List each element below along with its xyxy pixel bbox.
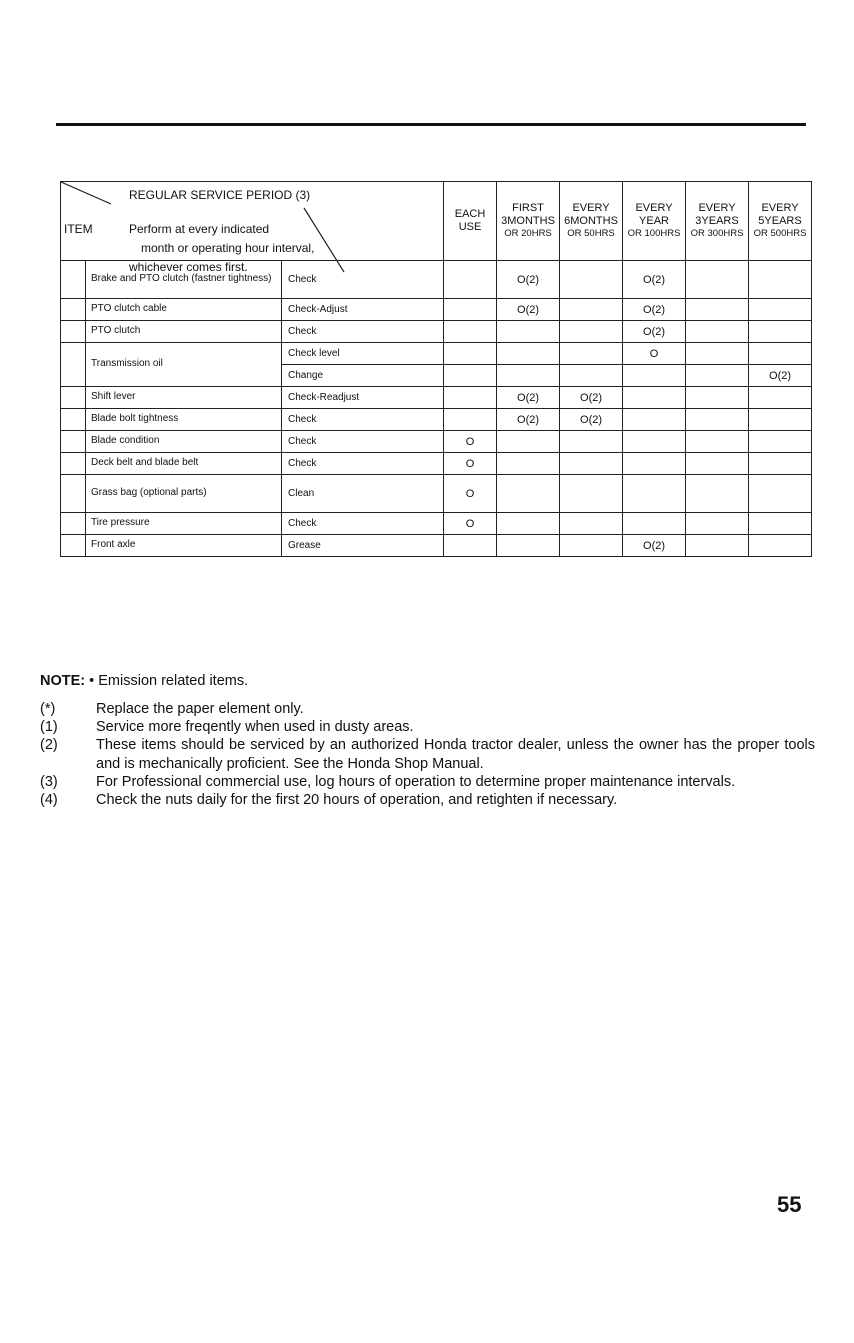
item-cell: Transmission oil	[86, 343, 282, 387]
mark-cell: O(2)	[623, 535, 686, 557]
blank-cell	[61, 535, 86, 557]
blank-cell	[61, 299, 86, 321]
mark-cell: O(2)	[497, 299, 560, 321]
action-cell: Change	[282, 365, 444, 387]
action-cell: Check	[282, 453, 444, 475]
item-cell: Shift lever	[86, 387, 282, 409]
mark-cell	[686, 387, 749, 409]
mark-cell	[686, 535, 749, 557]
mark-cell	[749, 299, 812, 321]
note-heading	[40, 672, 815, 690]
note-item	[40, 736, 815, 772]
item-cell: Deck belt and blade belt	[86, 453, 282, 475]
note-text: Service more freqently when used in dusty areas.	[96, 719, 414, 736]
note-heading-text: • Emission related items.	[89, 673, 249, 689]
mark-cell	[749, 261, 812, 299]
note-text: These items should be serviced by an authorized Honda tractor dealer, unless the owner has the proper tools and is mechanically proficient. See the Honda Shop Manual.	[96, 737, 815, 772]
item-cell: Tire pressure	[86, 513, 282, 535]
action-cell: Check	[282, 513, 444, 535]
mark-cell	[444, 365, 497, 387]
mark-cell	[686, 321, 749, 343]
blank-cell	[61, 513, 86, 535]
item-cell: Brake and PTO clutch (fastner tightness)	[86, 261, 282, 299]
table-row	[61, 409, 812, 431]
period-header: EACH USE	[444, 182, 497, 261]
blank-cell	[61, 431, 86, 453]
table-row	[61, 475, 812, 513]
service-period-label: REGULAR SERVICE PERIOD (3)	[129, 188, 311, 202]
blank-cell	[61, 321, 86, 343]
mark-cell: O(2)	[623, 261, 686, 299]
mark-cell: O(2)	[560, 409, 623, 431]
mark-cell	[686, 475, 749, 513]
note-label: NOTE:	[40, 673, 86, 689]
mark-cell	[444, 535, 497, 557]
mark-cell	[623, 365, 686, 387]
mark-cell: O(2)	[497, 409, 560, 431]
whichever-text: whichever comes first.	[129, 260, 248, 274]
mark-cell	[686, 431, 749, 453]
item-cell: Blade bolt tightness	[86, 409, 282, 431]
period-header: EVERY 5YEARS OR 500HRS	[749, 182, 812, 261]
mark-cell	[686, 343, 749, 365]
mark-cell	[749, 321, 812, 343]
mark-cell	[749, 453, 812, 475]
mark-cell	[749, 535, 812, 557]
table-row	[61, 387, 812, 409]
mark-cell: O(2)	[749, 365, 812, 387]
period-header: FIRST 3MONTHS OR 20HRS	[497, 182, 560, 261]
mark-cell	[623, 387, 686, 409]
blank-cell	[61, 343, 86, 387]
note-item	[40, 791, 815, 809]
mark-cell	[749, 513, 812, 535]
mark-cell	[560, 513, 623, 535]
note-item	[40, 773, 815, 791]
mark-cell	[497, 475, 560, 513]
action-cell: Check	[282, 321, 444, 343]
mark-cell	[686, 299, 749, 321]
mark-cell	[686, 513, 749, 535]
note-text: Check the nuts daily for the first 20 hours of operation, and retighten if necessary.	[96, 791, 618, 808]
maintenance-schedule-table	[60, 181, 812, 557]
table-row	[61, 431, 812, 453]
mark-cell: O(2)	[623, 299, 686, 321]
mark-cell	[623, 409, 686, 431]
mark-cell	[749, 431, 812, 453]
item-label: ITEM	[64, 222, 93, 236]
mark-cell	[444, 409, 497, 431]
note-item	[40, 700, 815, 718]
mark-cell: O	[444, 475, 497, 513]
note-key: (3)	[40, 773, 58, 790]
mark-cell: O(2)	[623, 321, 686, 343]
mark-cell	[560, 261, 623, 299]
mark-cell	[749, 387, 812, 409]
perform-text: Perform at every indicated	[129, 222, 270, 236]
mark-cell	[497, 513, 560, 535]
mark-cell	[497, 431, 560, 453]
mark-cell: O(2)	[497, 387, 560, 409]
mark-cell	[560, 365, 623, 387]
note-text: Replace the paper element only.	[96, 701, 304, 718]
mark-cell	[497, 453, 560, 475]
note-item	[40, 718, 815, 736]
mark-cell	[444, 387, 497, 409]
action-cell: Check level	[282, 343, 444, 365]
blank-cell	[61, 475, 86, 513]
mark-cell	[623, 513, 686, 535]
table-row	[61, 513, 812, 535]
mark-cell	[623, 453, 686, 475]
item-period-header	[61, 182, 444, 274]
note-key: (2)	[40, 737, 58, 754]
mark-cell: O	[623, 343, 686, 365]
mark-cell	[497, 343, 560, 365]
action-cell: Check	[282, 261, 444, 299]
mark-cell	[444, 299, 497, 321]
interval-text: month or operating hour interval,	[141, 241, 315, 255]
mark-cell	[560, 475, 623, 513]
note-text: For Professional commercial use, log hours of operation to determine proper maintenance intervals.	[96, 773, 736, 790]
mark-cell	[497, 365, 560, 387]
action-cell: Check	[282, 409, 444, 431]
table-row	[61, 453, 812, 475]
table-row	[61, 343, 812, 365]
mark-cell	[497, 535, 560, 557]
mark-cell	[444, 261, 497, 299]
item-cell: PTO clutch	[86, 321, 282, 343]
blank-cell	[61, 453, 86, 475]
action-cell: Check-Readjust	[282, 387, 444, 409]
action-cell: Grease	[282, 535, 444, 557]
mark-cell: O(2)	[560, 387, 623, 409]
page-number: 55	[777, 1192, 802, 1217]
mark-cell	[749, 343, 812, 365]
mark-cell	[560, 453, 623, 475]
mark-cell	[444, 343, 497, 365]
blank-cell	[61, 409, 86, 431]
period-header: EVERY YEAR OR 100HRS	[623, 182, 686, 261]
table-header-row	[61, 182, 812, 261]
item-cell: Blade condition	[86, 431, 282, 453]
mark-cell	[623, 431, 686, 453]
item-cell: Front axle	[86, 535, 282, 557]
mark-cell	[749, 409, 812, 431]
mark-cell	[444, 321, 497, 343]
mark-cell	[686, 365, 749, 387]
mark-cell	[749, 475, 812, 513]
mark-cell	[560, 321, 623, 343]
mark-cell	[560, 299, 623, 321]
table-row	[61, 535, 812, 557]
note-key: (4)	[40, 791, 58, 808]
blank-cell	[61, 387, 86, 409]
table-row	[61, 321, 812, 343]
mark-cell	[560, 535, 623, 557]
mark-cell: O	[444, 453, 497, 475]
table-row	[61, 299, 812, 321]
period-header: EVERY 3YEARS OR 300HRS	[686, 182, 749, 261]
notes-section	[40, 672, 815, 809]
item-cell: Grass bag (optional parts)	[86, 475, 282, 513]
mark-cell: O(2)	[497, 261, 560, 299]
action-cell: Check-Adjust	[282, 299, 444, 321]
mark-cell	[686, 453, 749, 475]
note-key: (*)	[40, 701, 56, 718]
action-cell: Check	[282, 431, 444, 453]
top-rule	[56, 123, 806, 126]
mark-cell	[497, 321, 560, 343]
item-cell: PTO clutch cable	[86, 299, 282, 321]
mark-cell	[686, 261, 749, 299]
mark-cell	[560, 431, 623, 453]
mark-cell: O	[444, 431, 497, 453]
note-key: (1)	[40, 719, 58, 736]
mark-cell	[623, 475, 686, 513]
mark-cell: O	[444, 513, 497, 535]
mark-cell	[560, 343, 623, 365]
mark-cell	[686, 409, 749, 431]
period-header: EVERY 6MONTHS OR 50HRS	[560, 182, 623, 261]
action-cell: Clean	[282, 475, 444, 513]
